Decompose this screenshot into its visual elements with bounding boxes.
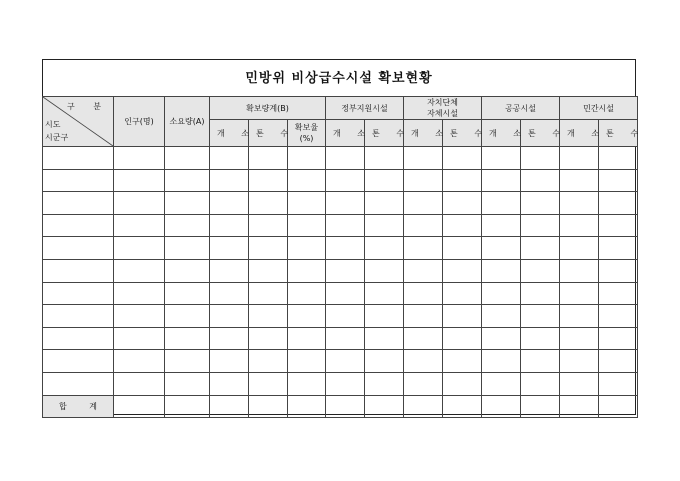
data-cell[interactable]	[326, 169, 365, 192]
total-cell[interactable]	[326, 395, 365, 417]
data-cell[interactable]	[365, 237, 404, 260]
required-amount-header: 소요량(A)	[165, 97, 210, 147]
data-cell[interactable]	[560, 147, 599, 170]
data-cell[interactable]	[114, 147, 165, 170]
data-cell[interactable]	[249, 214, 288, 237]
table-row	[43, 327, 638, 350]
data-cell[interactable]	[326, 214, 365, 237]
data-cell[interactable]	[404, 350, 443, 373]
total-label: 합 계	[43, 395, 114, 417]
table-row	[43, 350, 638, 373]
table-row	[43, 214, 638, 237]
data-cell[interactable]	[599, 327, 638, 350]
total-cell[interactable]	[114, 395, 165, 417]
data-cell[interactable]	[365, 305, 404, 328]
data-cell[interactable]	[560, 282, 599, 305]
public-count-header: 개 소	[482, 120, 521, 147]
data-cell[interactable]	[114, 305, 165, 328]
data-cell[interactable]	[288, 214, 326, 237]
table-row	[43, 372, 638, 395]
data-cell[interactable]	[365, 282, 404, 305]
table-body	[43, 147, 638, 396]
data-cell[interactable]	[521, 350, 560, 373]
data-cell[interactable]	[288, 237, 326, 260]
data-cell[interactable]	[288, 259, 326, 282]
data-cell[interactable]	[365, 350, 404, 373]
total-cell[interactable]	[249, 395, 288, 417]
data-cell[interactable]	[560, 350, 599, 373]
secured-count-header: 개 소	[210, 120, 249, 147]
data-cell[interactable]	[326, 372, 365, 395]
data-cell[interactable]	[599, 192, 638, 215]
data-cell[interactable]	[288, 169, 326, 192]
population-header: 인구(명)	[114, 97, 165, 147]
data-cell[interactable]	[521, 169, 560, 192]
data-cell[interactable]	[249, 350, 288, 373]
city-county-label: 시군구	[45, 133, 69, 142]
data-cell[interactable]	[521, 305, 560, 328]
data-cell[interactable]	[599, 350, 638, 373]
data-cell[interactable]	[404, 237, 443, 260]
data-cell[interactable]	[249, 237, 288, 260]
data-cell[interactable]	[443, 259, 482, 282]
data-cell[interactable]	[288, 372, 326, 395]
data-cell[interactable]	[326, 237, 365, 260]
total-cell[interactable]	[560, 395, 599, 417]
data-cell[interactable]	[288, 305, 326, 328]
government-tons-header: 톤 수	[365, 120, 404, 147]
data-cell[interactable]	[482, 372, 521, 395]
data-cell[interactable]	[404, 327, 443, 350]
data-cell[interactable]	[521, 147, 560, 170]
data-cell[interactable]	[365, 169, 404, 192]
data-cell[interactable]	[210, 259, 249, 282]
data-cell[interactable]	[560, 327, 599, 350]
data-cell[interactable]	[210, 192, 249, 215]
data-cell[interactable]	[521, 214, 560, 237]
total-cell[interactable]	[482, 395, 521, 417]
secured-rate-header: 확보율 (%)	[288, 120, 326, 147]
private-facility-header: 민간시설	[560, 97, 638, 120]
data-cell[interactable]	[114, 372, 165, 395]
local-government-facility-header: 자치단체 자체시설	[404, 97, 482, 120]
private-count-header: 개 소	[560, 120, 599, 147]
data-cell[interactable]	[249, 327, 288, 350]
data-cell[interactable]	[365, 372, 404, 395]
table-row	[43, 147, 638, 170]
data-cell[interactable]	[249, 192, 288, 215]
data-cell[interactable]	[210, 214, 249, 237]
data-cell[interactable]	[560, 192, 599, 215]
data-cell[interactable]	[365, 327, 404, 350]
secured-tons-header: 톤 수	[249, 120, 288, 147]
data-cell[interactable]	[560, 237, 599, 260]
total-row	[43, 395, 638, 417]
data-cell[interactable]	[560, 372, 599, 395]
data-cell[interactable]	[114, 350, 165, 373]
data-cell[interactable]	[114, 192, 165, 215]
secured-total-header: 확보량계(B)	[210, 97, 326, 120]
table-row	[43, 192, 638, 215]
data-cell[interactable]	[482, 169, 521, 192]
data-cell[interactable]	[365, 259, 404, 282]
data-cell[interactable]	[482, 259, 521, 282]
private-tons-header: 톤 수	[599, 120, 638, 147]
total-cell[interactable]	[404, 395, 443, 417]
data-cell[interactable]	[165, 259, 210, 282]
table-row	[43, 259, 638, 282]
data-cell[interactable]	[326, 192, 365, 215]
data-cell[interactable]	[599, 259, 638, 282]
data-cell[interactable]	[326, 282, 365, 305]
data-cell[interactable]	[404, 147, 443, 170]
data-cell[interactable]	[165, 169, 210, 192]
table-row	[43, 169, 638, 192]
data-cell[interactable]	[288, 282, 326, 305]
data-cell[interactable]	[165, 282, 210, 305]
data-cell[interactable]	[249, 372, 288, 395]
data-cell[interactable]	[482, 350, 521, 373]
data-cell[interactable]	[165, 327, 210, 350]
region-cell[interactable]	[43, 350, 114, 373]
data-cell[interactable]	[288, 327, 326, 350]
data-cell[interactable]	[443, 305, 482, 328]
data-cell[interactable]	[365, 192, 404, 215]
government-facility-header: 정부지원시설	[326, 97, 404, 120]
data-cell[interactable]	[249, 169, 288, 192]
data-cell[interactable]	[165, 372, 210, 395]
region-cell[interactable]	[43, 259, 114, 282]
data-cell[interactable]	[288, 147, 326, 170]
data-cell[interactable]	[114, 327, 165, 350]
total-cell[interactable]	[599, 395, 638, 417]
data-cell[interactable]	[560, 259, 599, 282]
data-cell[interactable]	[249, 259, 288, 282]
total-cell[interactable]	[210, 395, 249, 417]
region-cell[interactable]	[43, 214, 114, 237]
data-cell[interactable]	[326, 147, 365, 170]
data-cell[interactable]	[443, 147, 482, 170]
data-cell[interactable]	[599, 282, 638, 305]
data-cell[interactable]	[443, 192, 482, 215]
data-cell[interactable]	[210, 350, 249, 373]
data-cell[interactable]	[443, 327, 482, 350]
data-cell[interactable]	[404, 372, 443, 395]
region-cell[interactable]	[43, 169, 114, 192]
data-cell[interactable]	[599, 169, 638, 192]
data-cell[interactable]	[249, 282, 288, 305]
facility-table	[42, 96, 646, 418]
data-cell[interactable]	[114, 214, 165, 237]
data-cell[interactable]	[114, 237, 165, 260]
data-cell[interactable]	[404, 282, 443, 305]
data-cell[interactable]	[326, 350, 365, 373]
data-cell[interactable]	[599, 214, 638, 237]
data-cell[interactable]	[288, 350, 326, 373]
data-cell[interactable]	[404, 259, 443, 282]
data-cell[interactable]	[165, 147, 210, 170]
data-cell[interactable]	[210, 305, 249, 328]
data-cell[interactable]	[326, 259, 365, 282]
total-cell[interactable]	[365, 395, 404, 417]
government-count-header: 개 소	[326, 120, 365, 147]
data-cell[interactable]	[210, 237, 249, 260]
data-cell[interactable]	[249, 147, 288, 170]
total-cell[interactable]	[443, 395, 482, 417]
data-cell[interactable]	[521, 282, 560, 305]
public-facility-header: 공공시설	[482, 97, 560, 120]
category-header	[43, 97, 114, 147]
data-cell[interactable]	[443, 214, 482, 237]
data-cell[interactable]	[560, 169, 599, 192]
data-cell[interactable]	[114, 169, 165, 192]
data-cell[interactable]	[482, 192, 521, 215]
data-cell[interactable]	[521, 327, 560, 350]
data-cell[interactable]	[326, 305, 365, 328]
data-cell[interactable]	[599, 305, 638, 328]
data-cell[interactable]	[482, 147, 521, 170]
data-cell[interactable]	[482, 237, 521, 260]
data-cell[interactable]	[560, 305, 599, 328]
data-cell[interactable]	[599, 237, 638, 260]
data-cell[interactable]	[482, 305, 521, 328]
data-cell[interactable]	[365, 214, 404, 237]
data-cell[interactable]	[165, 214, 210, 237]
data-cell[interactable]	[404, 169, 443, 192]
data-cell[interactable]	[443, 237, 482, 260]
region-cell[interactable]	[43, 192, 114, 215]
region-cell[interactable]	[43, 282, 114, 305]
data-cell[interactable]	[482, 327, 521, 350]
data-cell[interactable]	[210, 169, 249, 192]
data-cell[interactable]	[404, 305, 443, 328]
data-cell[interactable]	[210, 327, 249, 350]
region-cell[interactable]	[43, 147, 114, 170]
total-cell[interactable]	[521, 395, 560, 417]
category-label: 구 분	[67, 102, 109, 111]
data-cell[interactable]	[288, 192, 326, 215]
data-cell[interactable]	[482, 214, 521, 237]
data-cell[interactable]	[249, 305, 288, 328]
data-cell[interactable]	[210, 372, 249, 395]
data-cell[interactable]	[443, 350, 482, 373]
page-title: 민방위 비상급수시설 확보현황	[245, 71, 433, 86]
data-cell[interactable]	[521, 237, 560, 260]
table-row	[43, 237, 638, 260]
data-cell[interactable]	[326, 327, 365, 350]
data-cell[interactable]	[404, 192, 443, 215]
data-cell[interactable]	[482, 282, 521, 305]
data-cell[interactable]	[210, 282, 249, 305]
data-cell[interactable]	[114, 282, 165, 305]
local-count-header: 개 소	[404, 120, 443, 147]
province-label: 시도	[45, 120, 61, 129]
data-cell[interactable]	[443, 282, 482, 305]
total-cell[interactable]	[288, 395, 326, 417]
data-cell[interactable]	[560, 214, 599, 237]
data-cell[interactable]	[365, 147, 404, 170]
data-cell[interactable]	[599, 147, 638, 170]
region-cell[interactable]	[43, 237, 114, 260]
form-frame	[42, 59, 646, 415]
data-cell[interactable]	[210, 147, 249, 170]
data-cell[interactable]	[114, 259, 165, 282]
total-cell[interactable]	[165, 395, 210, 417]
table-row	[43, 305, 638, 328]
region-cell[interactable]	[43, 305, 114, 328]
data-cell[interactable]	[165, 237, 210, 260]
region-cell[interactable]	[43, 372, 114, 395]
data-cell[interactable]	[165, 305, 210, 328]
data-cell[interactable]	[521, 259, 560, 282]
data-cell[interactable]	[165, 350, 210, 373]
data-cell[interactable]	[599, 372, 638, 395]
local-tons-header: 톤 수	[443, 120, 482, 147]
table-row	[43, 282, 638, 305]
data-cell[interactable]	[404, 214, 443, 237]
data-cell[interactable]	[521, 372, 560, 395]
data-cell[interactable]	[443, 372, 482, 395]
data-cell[interactable]	[165, 192, 210, 215]
public-tons-header: 톤 수	[521, 120, 560, 147]
region-cell[interactable]	[43, 327, 114, 350]
data-cell[interactable]	[443, 169, 482, 192]
data-cell[interactable]	[521, 192, 560, 215]
